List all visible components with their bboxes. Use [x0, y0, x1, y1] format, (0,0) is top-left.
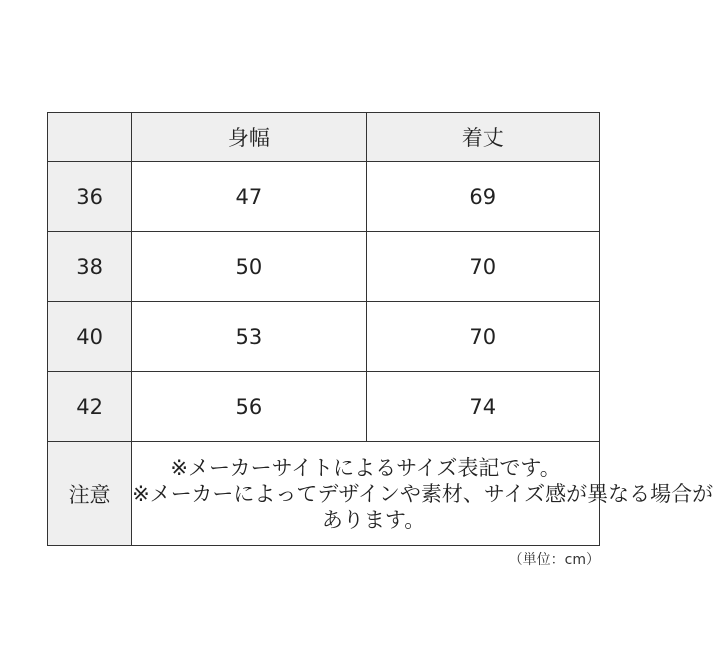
header-corner	[48, 113, 132, 162]
size-cell: 36	[48, 162, 132, 232]
table-row	[48, 372, 600, 442]
header-chest: 身幅	[132, 113, 366, 162]
length-cell: 69	[366, 162, 599, 232]
chest-cell: 53	[132, 302, 366, 372]
note-row	[48, 442, 600, 546]
chest-cell: 47	[132, 162, 366, 232]
table-row	[48, 232, 600, 302]
length-cell: 74	[366, 372, 599, 442]
size-cell: 42	[48, 372, 132, 442]
size-cell: 40	[48, 302, 132, 372]
table-row	[48, 302, 600, 372]
note-line: ※メーカーサイトによるサイズ表記です。	[170, 455, 561, 480]
note-label: 注意	[48, 442, 132, 546]
size-cell: 38	[48, 232, 132, 302]
unit-note: （単位：cm）	[508, 552, 600, 568]
header-length: 着丈	[366, 113, 599, 162]
length-cell: 70	[366, 302, 599, 372]
note-line: あります。	[321, 507, 426, 532]
size-table	[47, 112, 713, 546]
table-row	[48, 162, 600, 232]
note-line: ※メーカーによってデザインや素材、サイズ感が異なる場合が	[132, 481, 713, 506]
chest-cell: 50	[132, 232, 366, 302]
chest-cell: 56	[132, 372, 366, 442]
note-body	[132, 442, 713, 546]
length-cell: 70	[366, 232, 599, 302]
header-row	[48, 113, 600, 162]
